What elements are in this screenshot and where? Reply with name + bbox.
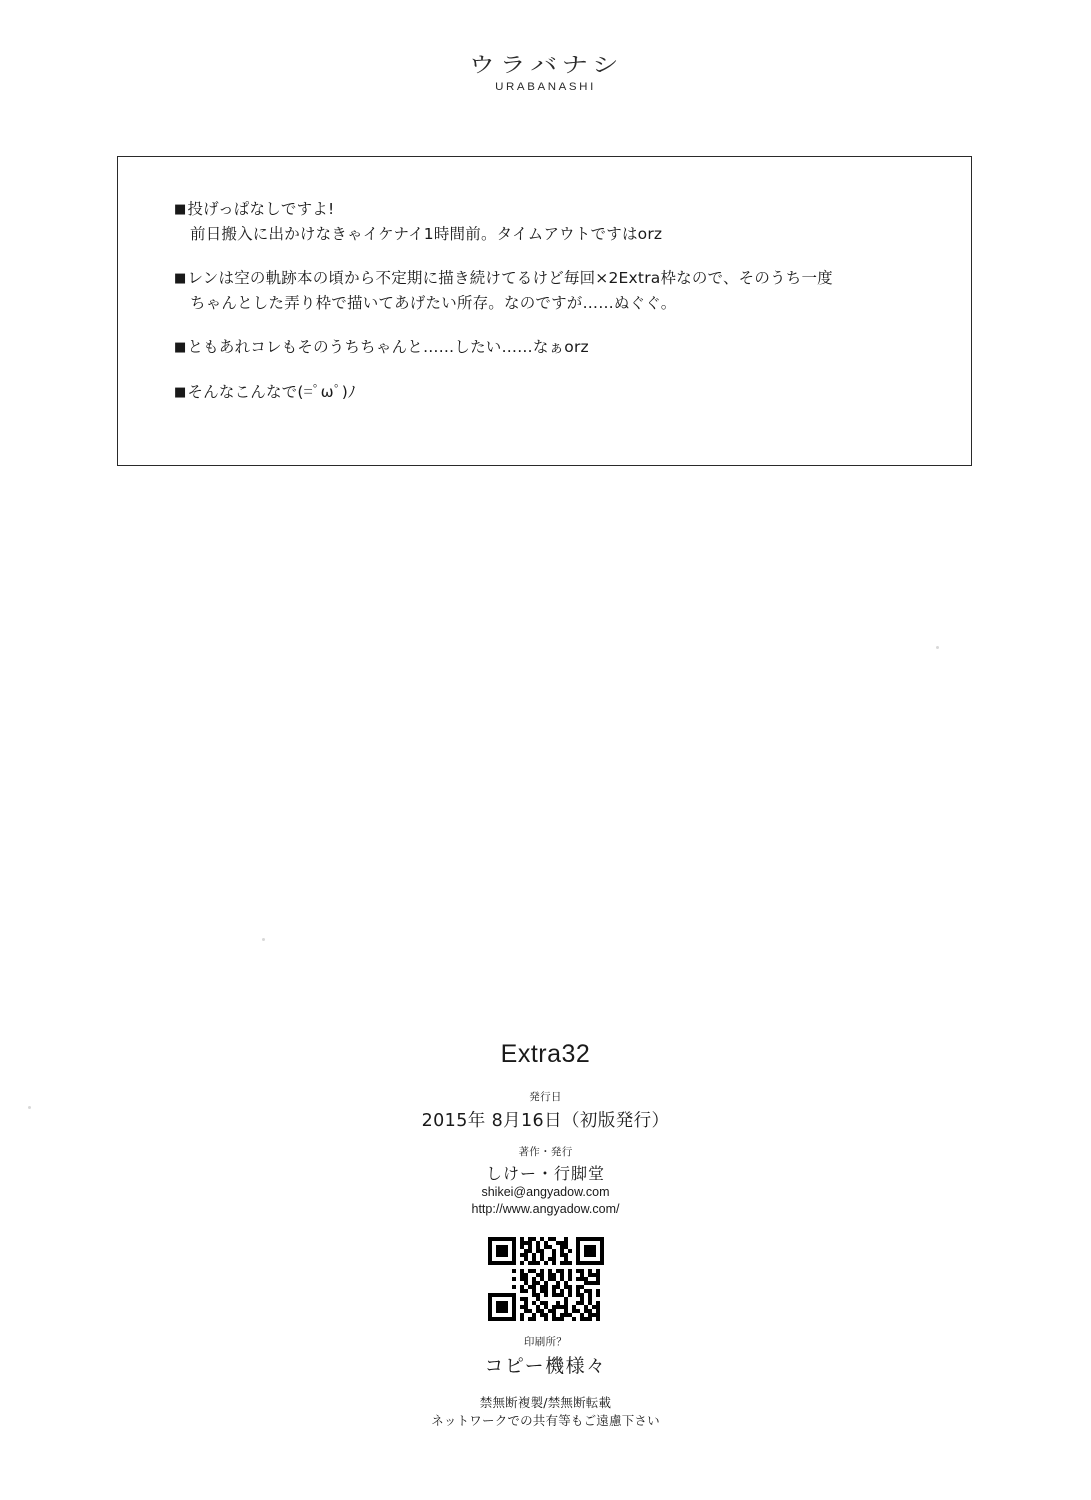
colophon xyxy=(0,1040,1091,1430)
afterword-item-line1: 投げっぱなしですよ! xyxy=(187,200,335,218)
bullet-icon: ■ xyxy=(174,271,187,287)
afterword-content xyxy=(118,157,971,405)
publish-date-label: 発行日 xyxy=(529,1091,562,1103)
bullet-icon: ■ xyxy=(174,340,187,356)
qr-code-image xyxy=(488,1236,604,1322)
printer-label: 印刷所？ xyxy=(523,1336,568,1349)
bullet-icon: ■ xyxy=(174,202,187,217)
afterword-item xyxy=(174,266,923,316)
bullet-icon: ■ xyxy=(174,384,187,400)
qr-code xyxy=(488,1236,604,1322)
publish-date-value: 2015年 8月16日（初版発行） xyxy=(421,1110,670,1131)
copyright-warning-line1: 禁無断複製/禁無断転載 xyxy=(479,1394,612,1410)
afterword-item xyxy=(174,197,923,247)
afterword-item-line1: そんなこんなで(=ﾟωﾟ)ﾉ xyxy=(187,382,356,401)
copyright-warning xyxy=(0,1394,1091,1430)
copyright-warning-line2: ネットワークでの共有等もご遠慮下さい xyxy=(431,1412,660,1428)
afterword-item-line2: 前日搬入に出かけなきゃイケナイ1時間前。タイムアウトですはorz xyxy=(190,225,663,244)
afterword-item-line2: ちゃんとした弄り枠で描いてあげたい所存。なのですが……ぬぐぐ。 xyxy=(190,294,677,313)
page-speckle xyxy=(262,938,265,941)
afterword-item xyxy=(174,380,923,405)
afterword-item xyxy=(174,335,923,360)
publisher-logo xyxy=(0,52,1091,93)
afterword-item-line1: ともあれコレもそのうちちゃんと……したい……なぁorz xyxy=(187,338,589,357)
book-title: Extra32 xyxy=(500,1040,591,1068)
author-value: しけー・行脚堂 xyxy=(485,1164,605,1184)
afterword-box xyxy=(117,156,972,466)
logo-mark-text: ウラバナシ xyxy=(468,53,623,78)
page-speckle xyxy=(936,646,939,649)
printer-value: コピー機様々 xyxy=(484,1354,607,1377)
logo-subtitle-text: URABANASHI xyxy=(495,81,596,93)
contact-website[interactable]: http://www.angyadow.com/ xyxy=(471,1202,620,1217)
author-label: 著作・発行 xyxy=(518,1145,573,1158)
contact-email[interactable]: shikei@angyadow.com xyxy=(481,1185,610,1200)
afterword-item-line1: レンは空の軌跡本の頃から不定期に描き続けてるけど毎回×2Extra枠なので、そのうち一度 xyxy=(187,269,833,288)
